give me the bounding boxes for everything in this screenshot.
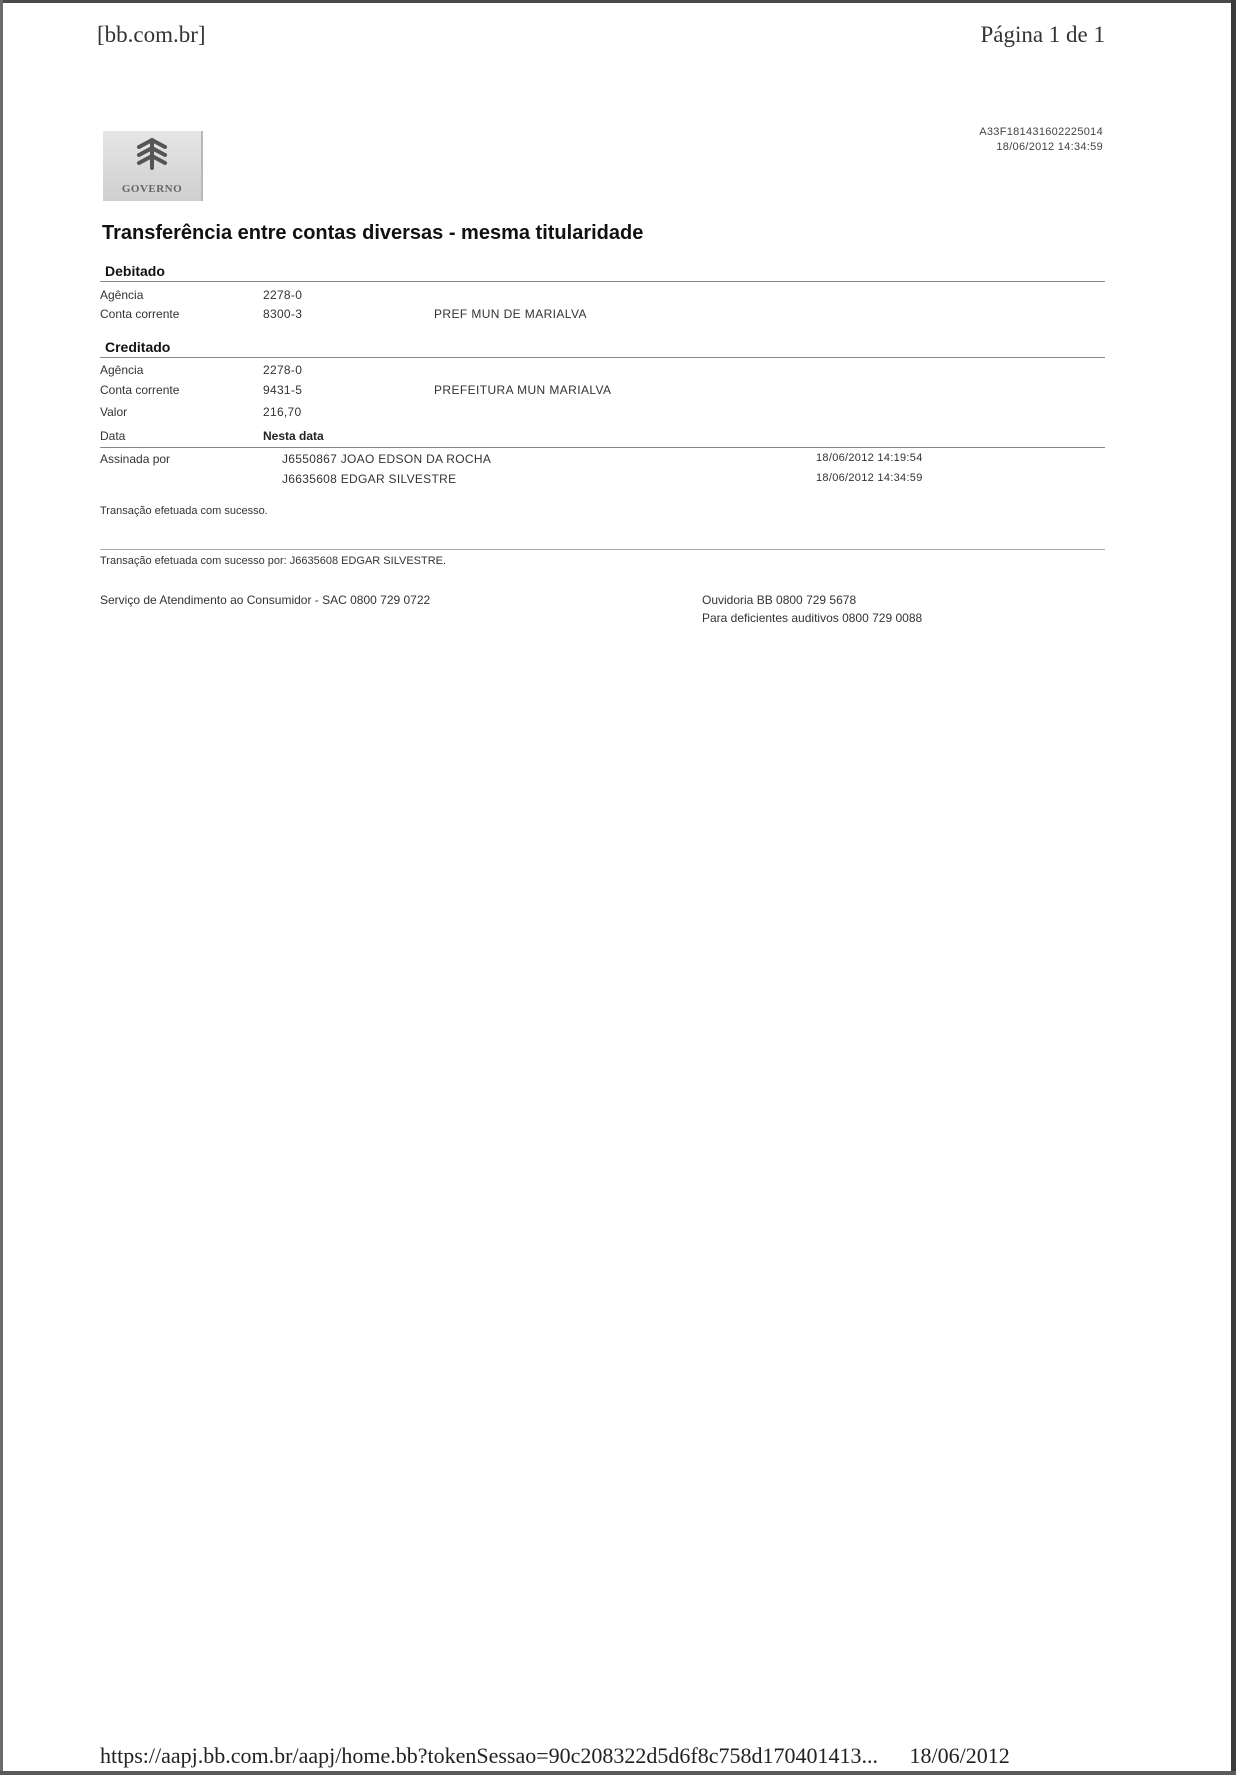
valor-label: Valor xyxy=(100,405,128,419)
footer-url: https://aapj.bb.com.br/aapj/home.bb?tokenSessao=90c208322d5d6f8c758d170401413... xyxy=(100,1743,879,1768)
assinaturas-divider xyxy=(100,447,1105,448)
creditado-agencia-value: 2278-0 xyxy=(263,363,303,377)
scan-edge-left xyxy=(0,0,3,1775)
scan-edge-bottom xyxy=(0,1771,1236,1775)
deficientes-contact: Para deficientes auditivos 0800 729 0088 xyxy=(702,611,923,625)
authentication-timestamp: 18/06/2012 14:34:59 xyxy=(996,141,1103,153)
sac-contact: Serviço de Atendimento ao Consumidor - SAC 0800 729 0722 xyxy=(100,593,431,607)
creditado-conta-label: Conta corrente xyxy=(100,383,180,397)
authentication-code: A33F181431602225014 xyxy=(979,126,1103,138)
bb-governo-logo xyxy=(103,131,203,201)
creditado-divider xyxy=(100,357,1105,358)
creditado-heading: Creditado xyxy=(105,339,171,355)
page-number: Página 1 de 1 xyxy=(980,22,1105,47)
creditado-conta-value: 9431-5 xyxy=(263,383,303,397)
scan-edge-right xyxy=(1231,0,1236,1775)
footer-date: 18/06/2012 xyxy=(909,1743,1010,1768)
bb-logo-icon xyxy=(133,135,171,175)
creditado-conta-name: PREFEITURA MUN MARIALVA xyxy=(434,383,612,397)
debitado-heading: Debitado xyxy=(105,263,165,279)
data-label: Data xyxy=(100,429,126,443)
debitado-agencia-label: Agência xyxy=(100,288,144,302)
logo-governo-text: GOVERNO xyxy=(121,183,183,195)
authentication-block xyxy=(979,125,1103,155)
debitado-conta-label: Conta corrente xyxy=(100,307,180,321)
signer-time-1: 18/06/2012 14:19:54 xyxy=(816,452,923,464)
debitado-divider xyxy=(100,281,1105,282)
signer-time-2: 18/06/2012 14:34:59 xyxy=(816,472,923,484)
ouvidoria-contact: Ouvidoria BB 0800 729 5678 xyxy=(702,593,857,607)
debitado-conta-value: 8300-3 xyxy=(263,307,303,321)
page-title: Transferência entre contas diversas - mesma titularidade xyxy=(102,222,644,244)
site-header: [bb.com.br] xyxy=(97,22,206,47)
creditado-agencia-label: Agência xyxy=(100,363,144,377)
signer-name-1: J6550867 JOAO EDSON DA ROCHA xyxy=(282,452,492,466)
debitado-agencia-value: 2278-0 xyxy=(263,288,303,302)
status-by-message: Transação efetuada com sucesso por: J6635608 EDGAR SILVESTRE. xyxy=(100,555,447,567)
debitado-conta-name: PREF MUN DE MARIALVA xyxy=(434,307,587,321)
assinada-por-label: Assinada por xyxy=(100,452,171,466)
status-divider xyxy=(100,549,1105,550)
print-footer xyxy=(100,1743,1010,1769)
status-message: Transação efetuada com sucesso. xyxy=(100,505,268,517)
data-value: Nesta data xyxy=(263,429,324,443)
scan-edge-top xyxy=(0,0,1236,3)
valor-value: 216,70 xyxy=(263,405,302,419)
signer-name-2: J6635608 EDGAR SILVESTRE xyxy=(282,472,457,486)
